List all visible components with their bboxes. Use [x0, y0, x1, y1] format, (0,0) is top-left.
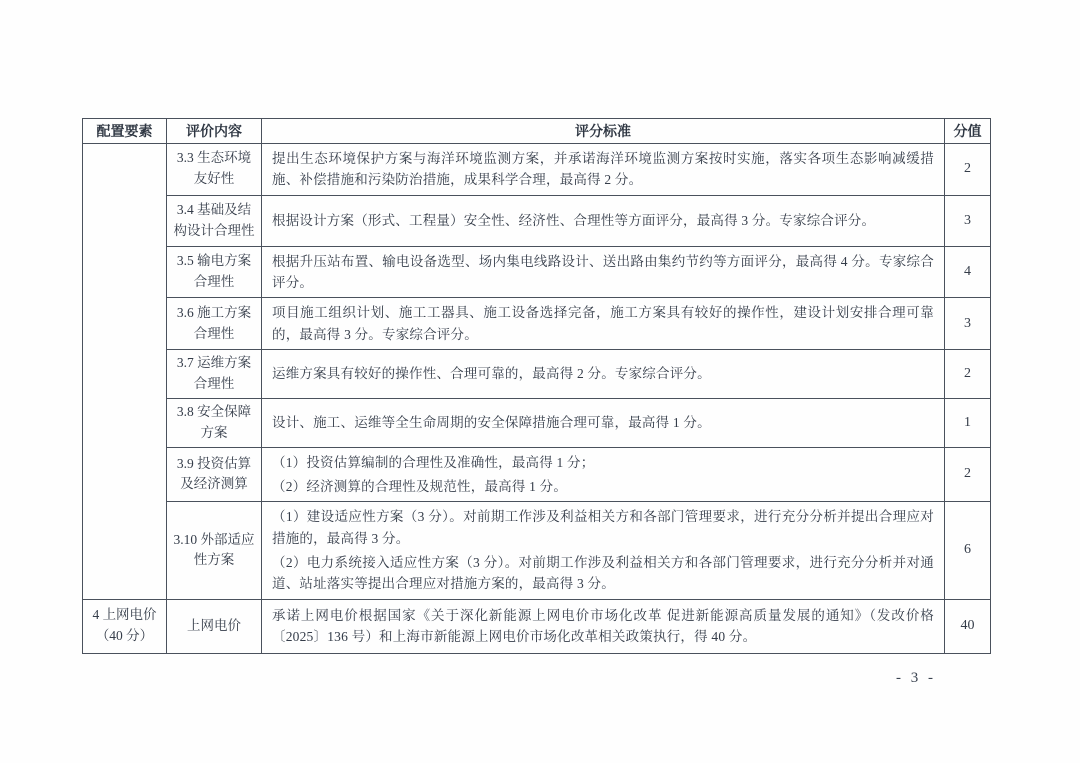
col-header-criteria: 评分标准: [262, 119, 945, 144]
content-cell: 3.9 投资估算 及经济测算: [167, 447, 262, 502]
table-row: [83, 195, 991, 246]
content-cell: 3.5 输电方案 合理性: [167, 246, 262, 298]
criteria-cell: 根据设计方案（形式、工程量）安全性、经济性、合理性等方面评分，最高得 3 分。专家综合评分。: [262, 195, 945, 246]
col-header-element: 配置要素: [83, 119, 167, 144]
table-row: [83, 398, 991, 447]
criteria-cell: 项目施工组织计划、施工工器具、施工设备选择完备，施工方案具有较好的操作性，建设计划安排合理可靠的，最高得 3 分。专家综合评分。: [262, 298, 945, 350]
content-cell: 3.10 外部适应 性方案: [167, 502, 262, 599]
criteria-cell: （1）投资估算编制的合理性及准确性，最高得 1 分； （2）经济测算的合理性及规范性，最高得 1 分。: [262, 447, 945, 502]
element-cell: 4 上网电价 （40 分）: [83, 599, 167, 653]
table-row: [83, 502, 991, 599]
content-cell: 3.6 施工方案 合理性: [167, 298, 262, 350]
table-row: [83, 246, 991, 298]
col-header-content: 评价内容: [167, 119, 262, 144]
table-body: [83, 144, 991, 654]
criteria-cell: （1）建设适应性方案（3 分）。对前期工作涉及利益相关方和各部门管理要求，进行充分分析并提出合理应对措施的，最高得 3 分。 （2）电力系统接入适应性方案（3 分）。对前期工作涉及利益相关方和各部门管理要求，进行充分分析并对通道、站址落实等提出合理应对措施方案的，最高得 3 分。: [262, 502, 945, 599]
score-cell: 6: [945, 502, 991, 599]
criteria-cell: 设计、施工、运维等全生命周期的安全保障措施合理可靠，最高得 1 分。: [262, 398, 945, 447]
criteria-cell: 运维方案具有较好的操作性、合理可靠的，最高得 2 分。专家综合评分。: [262, 349, 945, 398]
content-cell: 上网电价: [167, 599, 262, 653]
content-cell: 3.4 基础及结 构设计合理性: [167, 195, 262, 246]
content-cell: 3.8 安全保障 方案: [167, 398, 262, 447]
score-cell: 3: [945, 298, 991, 350]
header-row: [83, 119, 991, 144]
score-cell: 3: [945, 195, 991, 246]
content-cell: 3.7 运维方案 合理性: [167, 349, 262, 398]
score-cell: 40: [945, 599, 991, 653]
scoring-table: [82, 118, 991, 654]
content-cell: 3.3 生态环境 友好性: [167, 144, 262, 196]
criteria-cell: 提出生态环境保护方案与海洋环境监测方案，并承诺海洋环境监测方案按时实施，落实各项生态影响减缓措施、补偿措施和污染防治措施，成果科学合理，最高得 2 分。: [262, 144, 945, 196]
score-cell: 4: [945, 246, 991, 298]
table-row: [83, 447, 991, 502]
table-row: [83, 349, 991, 398]
score-cell: 2: [945, 447, 991, 502]
table-row: [83, 599, 991, 653]
criteria-cell: 根据升压站布置、输电设备选型、场内集电线路设计、送出路由集约节约等方面评分，最高得 4 分。专家综合评分。: [262, 246, 945, 298]
table-row: [83, 298, 991, 350]
col-header-score: 分值: [945, 119, 991, 144]
score-cell: 2: [945, 144, 991, 196]
page-number: - 3 -: [896, 670, 936, 686]
element-cell: [83, 144, 167, 600]
table-row: [83, 144, 991, 196]
score-cell: 1: [945, 398, 991, 447]
criteria-cell: 承诺上网电价根据国家《关于深化新能源上网电价市场化改革 促进新能源高质量发展的通知》（发改价格〔2025〕136 号）和上海市新能源上网电价市场化改革相关政策执行，得 40 分。: [262, 599, 945, 653]
score-cell: 2: [945, 349, 991, 398]
